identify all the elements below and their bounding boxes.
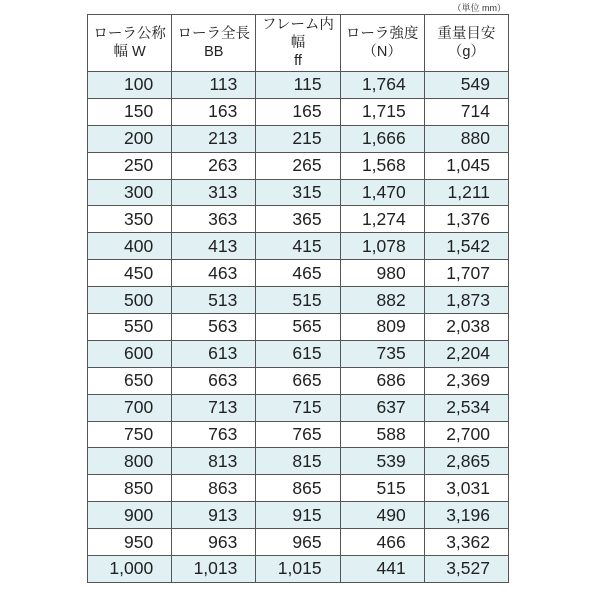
cell-frame-inner-width: 165 [256,98,340,125]
cell-roller-length: 863 [172,475,256,502]
header-line: （g） [447,44,485,60]
cell-roller-length: 813 [172,448,256,475]
cell-weight: 3,196 [424,502,508,529]
cell-frame-inner-width: 665 [256,367,340,394]
cell-frame-inner-width: 765 [256,421,340,448]
cell-frame-inner-width: 315 [256,179,340,206]
cell-weight: 1,542 [424,233,508,260]
cell-roller-strength: 539 [340,448,424,475]
cell-weight: 2,700 [424,421,508,448]
cell-frame-inner-width: 265 [256,152,340,179]
cell-frame-inner-width: 365 [256,206,340,233]
header-roller-length [172,15,256,72]
cell-weight: 3,031 [424,475,508,502]
cell-frame-inner-width: 115 [256,72,340,99]
cell-roller-length: 263 [172,152,256,179]
cell-frame-inner-width: 515 [256,287,340,314]
cell-roller-strength: 1,764 [340,72,424,99]
cell-roller-length: 513 [172,287,256,314]
cell-nominal-width: 500 [88,287,172,314]
cell-roller-strength: 490 [340,502,424,529]
table-row [88,340,509,367]
table-row [88,502,509,529]
cell-weight: 3,527 [424,556,508,583]
cell-nominal-width: 700 [88,394,172,421]
cell-roller-length: 913 [172,502,256,529]
cell-frame-inner-width: 715 [256,394,340,421]
cell-roller-strength: 637 [340,394,424,421]
table-row [88,421,509,448]
roller-spec-table [87,14,509,583]
cell-roller-length: 963 [172,529,256,556]
cell-weight: 2,038 [424,314,508,341]
table-row [88,98,509,125]
table-row [88,314,509,341]
cell-weight: 714 [424,98,508,125]
cell-roller-length: 1,013 [172,556,256,583]
cell-weight: 2,369 [424,367,508,394]
cell-roller-length: 163 [172,98,256,125]
cell-nominal-width: 600 [88,340,172,367]
cell-nominal-width: 850 [88,475,172,502]
cell-frame-inner-width: 465 [256,260,340,287]
header-line: ff [294,53,302,69]
cell-frame-inner-width: 215 [256,125,340,152]
header-roller-strength [340,15,424,72]
cell-roller-length: 413 [172,233,256,260]
cell-frame-inner-width: 565 [256,314,340,341]
table-row [88,152,509,179]
cell-nominal-width: 300 [88,179,172,206]
header-weight [424,15,508,72]
cell-nominal-width: 400 [88,233,172,260]
table-row [88,367,509,394]
header-line: 幅 W [113,44,146,60]
cell-nominal-width: 200 [88,125,172,152]
cell-nominal-width: 250 [88,152,172,179]
cell-roller-strength: 1,715 [340,98,424,125]
cell-weight: 1,873 [424,287,508,314]
cell-roller-length: 763 [172,421,256,448]
cell-weight: 1,707 [424,260,508,287]
table-row [88,260,509,287]
cell-nominal-width: 800 [88,448,172,475]
cell-frame-inner-width: 965 [256,529,340,556]
table-row [88,233,509,260]
cell-roller-strength: 466 [340,529,424,556]
table-row [88,206,509,233]
table-row [88,287,509,314]
cell-roller-strength: 686 [340,367,424,394]
cell-nominal-width: 150 [88,98,172,125]
header-line: フレーム内幅 [262,17,334,51]
cell-frame-inner-width: 415 [256,233,340,260]
cell-weight: 880 [424,125,508,152]
cell-roller-length: 663 [172,367,256,394]
cell-nominal-width: 350 [88,206,172,233]
table-row [88,529,509,556]
cell-roller-length: 313 [172,179,256,206]
cell-roller-length: 713 [172,394,256,421]
cell-roller-strength: 1,470 [340,179,424,206]
table-row [88,125,509,152]
cell-roller-strength: 809 [340,314,424,341]
cell-nominal-width: 550 [88,314,172,341]
header-nominal-width [88,15,172,72]
cell-weight: 1,045 [424,152,508,179]
cell-frame-inner-width: 615 [256,340,340,367]
unit-note: （単位 mm） [452,3,506,13]
cell-frame-inner-width: 915 [256,502,340,529]
cell-nominal-width: 1,000 [88,556,172,583]
cell-frame-inner-width: 1,015 [256,556,340,583]
table-row [88,556,509,583]
cell-weight: 549 [424,72,508,99]
cell-roller-strength: 588 [340,421,424,448]
header-line: 重量目安 [437,26,496,42]
header-line: ローラ公称 [93,26,166,42]
cell-roller-strength: 1,078 [340,233,424,260]
header-line: BB [204,44,224,60]
header-line: ローラ強度 [345,26,419,42]
cell-weight: 3,362 [424,529,508,556]
cell-nominal-width: 950 [88,529,172,556]
cell-nominal-width: 650 [88,367,172,394]
cell-roller-strength: 735 [340,340,424,367]
cell-roller-length: 213 [172,125,256,152]
table-row [88,448,509,475]
header-row [88,15,509,72]
cell-roller-length: 463 [172,260,256,287]
table-row [88,475,509,502]
cell-weight: 1,376 [424,206,508,233]
cell-roller-strength: 980 [340,260,424,287]
cell-weight: 2,204 [424,340,508,367]
cell-nominal-width: 750 [88,421,172,448]
cell-weight: 1,211 [424,179,508,206]
table-row [88,394,509,421]
header-frame-inner-width [256,15,340,72]
table-row [88,72,509,99]
cell-roller-strength: 515 [340,475,424,502]
cell-roller-strength: 882 [340,287,424,314]
cell-roller-strength: 1,666 [340,125,424,152]
cell-roller-length: 563 [172,314,256,341]
cell-roller-length: 113 [172,72,256,99]
cell-roller-length: 613 [172,340,256,367]
cell-weight: 2,865 [424,448,508,475]
cell-roller-strength: 1,274 [340,206,424,233]
header-line: （N） [362,44,402,60]
cell-nominal-width: 100 [88,72,172,99]
header-line: ローラ全長 [177,26,251,42]
cell-roller-strength: 441 [340,556,424,583]
cell-frame-inner-width: 865 [256,475,340,502]
cell-roller-strength: 1,568 [340,152,424,179]
table-row [88,179,509,206]
cell-roller-length: 363 [172,206,256,233]
cell-nominal-width: 900 [88,502,172,529]
cell-weight: 2,534 [424,394,508,421]
cell-nominal-width: 450 [88,260,172,287]
cell-frame-inner-width: 815 [256,448,340,475]
